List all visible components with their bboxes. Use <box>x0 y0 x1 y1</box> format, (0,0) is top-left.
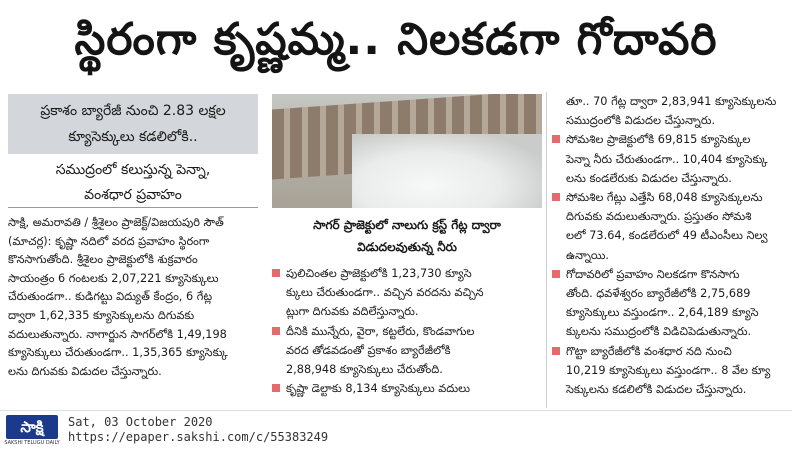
subheading-2-line-1: సముద్రంలో కలుస్తున్న పెన్నా, <box>55 162 211 178</box>
body-line: లను కండలేరుకు విడుదల చేస్తున్నారు. <box>566 171 732 185</box>
bullet-line: పులిచింతల ప్రాజెక్టులోకి 1,23,730 క్యూసె <box>272 264 542 283</box>
body-line: చేరుతుండగా.. కుడిగట్టు విద్యుత్ కేంద్రం, 6 గేట్ల <box>8 290 213 304</box>
logo-mark: సాక్షి <box>6 415 58 439</box>
sakshi-logo[interactable] <box>4 413 60 449</box>
subheading-1-line-2: క్యూసెక్కులు కడలిలోకి.. <box>68 129 198 145</box>
bullet-line: గోదావరిలో ప్రవాహం నిలకడగా కొనసాగు <box>552 265 786 284</box>
dam-photo <box>272 94 542 208</box>
spillway-water <box>352 134 542 208</box>
body-line: దిగువకు వదులుతున్నారు. ప్రస్తుతం సోమశి <box>566 210 752 224</box>
footer-bar <box>0 410 792 451</box>
body-line: క్కులను సముద్రంలోకి విడిచిపెడుతున్నారు. <box>566 325 752 339</box>
body-line: సాయంత్రం 6 గంటలకు 2,07,221 క్యూసెక్కులు <box>8 271 219 285</box>
body-line: పెన్నా నీరు చేరుతుండగా.. 10,404 క్యూసెక్కు <box>566 152 768 166</box>
bullet-line: దీనికి మున్నేరు, వైరా, కట్టలేరు, కొండవాగుల <box>272 322 542 341</box>
article-column-2 <box>272 264 542 398</box>
body-line: తూ.. 70 గేట్ల ద్వారా 2,83,941 క్యూసెక్కులను <box>566 95 777 108</box>
subheading-1-line-1: ప్రకాశం బ్యారేజీ నుంచి 2.83 లక్షల <box>40 103 226 119</box>
body-line: సముద్రంలోకి విడుదల చేస్తున్నారు. <box>566 114 716 128</box>
body-line: ట్లుగా దిగువకు వదిలేస్తున్నారు. <box>286 305 419 319</box>
body-line: లను దిగువకు విడుదల చేస్తున్నారు. <box>8 364 162 378</box>
body-line: ద్వారా 1,62,335 క్యూసెక్కులను దిగువకు <box>8 308 195 322</box>
caption-line-2: విడుదలవుతున్న నీరు <box>357 240 457 254</box>
body-line: సెక్కులను కడలిలోకి విడుదల చేస్తున్నారు. <box>566 383 747 397</box>
body-line: కొనసాగుతోంది. శ్రీశైలం ప్రాజెక్టులోకి శుక్రవారం <box>8 253 198 267</box>
photo-caption <box>272 210 542 260</box>
article-column-1 <box>8 214 260 381</box>
subheading-2 <box>8 156 258 208</box>
column-divider <box>546 92 547 408</box>
bullet-line: సోమశిల గేట్లు ఎత్తేసి 68,048 క్యూసెక్కులను <box>552 188 786 207</box>
subheading-1 <box>8 94 258 154</box>
body-line: 10,219 క్యూసెక్కులు వస్తుండగా.. 8 వేల క్యూ <box>566 363 771 377</box>
publish-date: Sat, 03 October 2020 <box>68 415 213 429</box>
logo-tagline: SAKSHI TELUGU DAILY <box>4 440 60 446</box>
caption-line-1: సాగర్ ప్రాజెక్టులో నాలుగు క్రస్ట్ గేట్ల ద్వారా <box>313 218 501 232</box>
body-line: సాక్షి, అమరావతి / శ్రీశైలం ప్రాజెక్ట్/విజయపురి సౌత్ <box>8 216 224 229</box>
headline: స్థిరంగా కృష్ణమ్మ.. నిలకడగా గోదావరి <box>74 14 718 65</box>
body-line: క్కులు చేరుతుండగా.. వచ్చిన వరదను వచ్చిన <box>286 286 484 300</box>
body-line: తోంది. ధవళేశ్వరం బ్యారేజీలోకి 2,75,689 <box>566 287 751 301</box>
bullet-line: సోమశిల ప్రాజెక్టులోకి 69,815 క్యూసెక్కుల <box>552 130 786 149</box>
body-line: వరద తోడవడంతో ప్రకాశం బ్యారేజీలోకి <box>286 343 451 357</box>
article-url-link[interactable]: https://epaper.sakshi.com/c/55383249 <box>68 430 329 444</box>
bullet-line: గొట్టా బ్యారేజీలోకి వంశధార నది నుంచి <box>552 342 786 361</box>
body-line: 2,88,948 క్యూసెక్కులు చేరుతోంది. <box>286 363 443 377</box>
bullet-line: కృష్ణా డెల్టాకు 8,134 క్యూసెక్కులు వదులు <box>272 379 542 398</box>
subheading-2-line-2: వంశధార ప్రవాహం <box>84 187 182 203</box>
body-line: (మాచర్ల): కృష్ణా నదిలో వరద ప్రవాహం స్థిరంగా <box>8 234 210 248</box>
body-line: క్యూసెక్కులు చేరుతుండగా.. 1,35,365 క్యూసెక్కు <box>8 346 228 360</box>
article-column-3 <box>552 92 786 399</box>
body-line: వదులుతున్నారు. నాగార్జున సాగర్‌లోకి 1,49,198 <box>8 327 227 341</box>
footer-meta <box>68 415 328 445</box>
body-line: క్యూసెక్కులు వస్తుండగా.. 2,64,189 క్యూసె <box>566 306 759 320</box>
body-line: లలో 73.64, కండలేరులో 49 టీఎంసీలు నిల్వ <box>566 229 768 243</box>
body-line: ఉన్నాయి. <box>566 248 610 262</box>
